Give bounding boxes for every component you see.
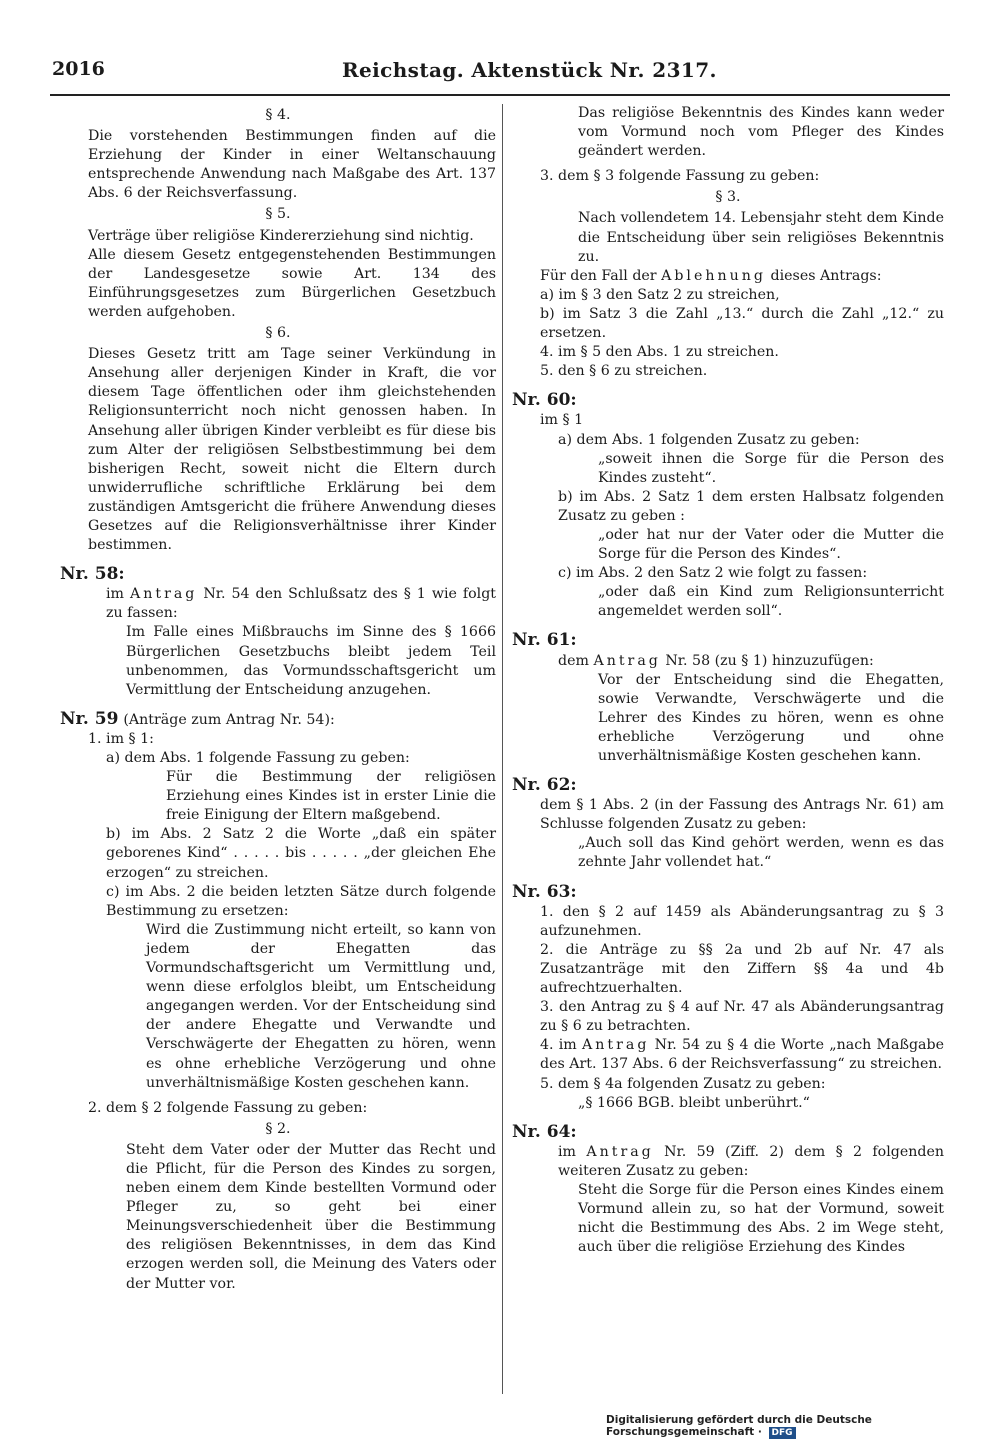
column-divider xyxy=(502,104,503,1394)
list-item: 5. dem § 4a folgenden Zusatz zu geben: xyxy=(540,1075,826,1092)
motion-quote: „§ 1666 BGB. bleibt unberührt.“ xyxy=(578,1094,810,1111)
page-number: 2016 xyxy=(52,58,105,80)
motion-intro: im Antrag Nr. 59 (Ziff. 2) dem § 2 folgenden weiteren Zusatz zu geben: xyxy=(558,1143,944,1179)
list-item: 2. die Anträge zu §§ 2a und 2b auf Nr. 47 als Zusatzanträge mit den Ziffern §§ 4a und 4b aufrechtzuerhalten. xyxy=(540,941,944,997)
motion-intro: dem § 1 Abs. 2 (in der Fassung des Antrags Nr. 61) am Schlusse folgenden Zusatz zu geben: xyxy=(540,797,944,833)
motion-quote: „oder daß ein Kind zum Religionsunterricht angemeldet werden soll“. xyxy=(598,584,944,620)
header-rule xyxy=(50,94,950,96)
list-item: b) im Abs. 2 Satz 1 dem ersten Halbsatz folgenden Zusatz zu geben : xyxy=(558,488,944,524)
motion-quote: „soweit ihnen die Sorge für die Person des Kindes zusteht“. xyxy=(598,450,944,486)
motion-quote: Vor der Entscheidung sind die Ehegatten, sowie Verwandte, Verschwägerte und die Lehrer des Kindes zu hören, wenn es ohne erhebliche Verzögerung und ohne unverhältnismäßige Kosten geschehen kann. xyxy=(598,671,944,764)
paragraph: Alle diesem Gesetz entgegenstehenden Bestimmungen der Landesgesetze sowie Art. 134 des Einführungsgesetzes zum Bürgerlichen Gesetzbuch werden aufgehoben. xyxy=(88,246,496,320)
list-item: 4. im § 5 den Abs. 1 zu streichen. xyxy=(540,344,779,361)
list-item: 5. den § 6 zu streichen. xyxy=(540,363,708,380)
list-item: 3. dem § 3 folgende Fassung zu geben: xyxy=(540,168,820,185)
motion-quote: Steht die Sorge für die Person eines Kindes einem Vormund allein zu, so hat der Vormund, soweit nicht die Bestimmung des Abs. 2 im Wege steht, auch über die religiöse Erziehung des Kindes xyxy=(578,1181,944,1256)
list-item: 3. den Antrag zu § 4 auf Nr. 47 als Abänderungsantrag zu § 6 zu betrachten. xyxy=(540,999,944,1035)
list-item: c) im Abs. 2 die beiden letzten Sätze durch folgende Bestimmung zu ersetzen: xyxy=(106,883,496,919)
motion-quote: Für die Bestimmung der religiösen Erziehung eines Kindes ist in erster Linie die freie Einigung der Eltern maßgebend. xyxy=(166,769,496,824)
motion-label: Nr. 60: xyxy=(512,390,577,411)
right-column xyxy=(512,104,944,1257)
list-item: a) dem Abs. 1 folgende Fassung zu geben: xyxy=(106,750,410,766)
list-item: b) im Abs. 2 Satz 2 die Worte „daß ein später geborenes Kind“ . . . . . bis . . . . . „der gleichen Ehe erzogen“ zu streichen. xyxy=(106,826,496,881)
running-title: Reichstag. Aktenstück Nr. 2317. xyxy=(342,58,717,82)
motion-quote: Wird die Zustimmung nicht erteilt, so kann von jedem der Ehegatten das Vormundschaftsgericht um Vermittlung und, wenn diese erfolglos bleibt, um Entscheidung angegangen werden. Vor der Entscheidung sind der andere Ehegatte und Verwandte und Verschwägerte der Ehegatten zu hören, wenn es ohne erhebliche Verzögerung und ohne unverhältnismäßige Kosten geschehen kann. xyxy=(146,921,496,1091)
list-item: 2. dem § 2 folgende Fassung zu geben: xyxy=(88,1099,368,1116)
motion-quote: „oder hat nur der Vater oder die Mutter die Sorge für die Person des Kindes“. xyxy=(598,526,944,563)
list-item: a) dem Abs. 1 folgenden Zusatz zu geben: xyxy=(558,431,860,448)
dfg-logo: DFG xyxy=(769,1427,796,1439)
left-column xyxy=(60,104,496,1294)
section-heading: § 3. xyxy=(715,189,741,206)
motion-quote: Steht dem Vater oder der Mutter das Recht und die Pflicht, für die Person des Kindes zu sorgen, neben einem dem Kinde bestellten Vormund oder Pfleger zu, so geht bei einer Meinungsverschiedenheit über die Bestimmung des religiösen Bekenntnisses, in dem das Kind erzogen werden soll, die Meinung des Vaters oder der Mutter vor. xyxy=(126,1141,496,1292)
paragraph: Die vorstehenden Bestimmungen finden auf die Erziehung der Kinder in einer Weltanschauung entsprechende Anwendung nach Maßgabe des Art. 137 Abs. 6 der Reichsverfassung. xyxy=(88,128,496,202)
motion-quote: Im Falle eines Mißbrauchs im Sinne des § 1666 Bürgerlichen Gesetzbuchs bleibt jedem Teil unbenommen, das Vormundsschaftsgericht um Vermittlung der Entscheidung anzugehen. xyxy=(126,624,496,698)
motion-label: Nr. 64: xyxy=(512,1121,577,1142)
motion-label: Nr. 61: xyxy=(512,630,577,651)
page-header xyxy=(52,58,952,88)
motion-intro: dem Antrag Nr. 58 (zu § 1) hinzuzufügen: xyxy=(558,652,874,669)
digitization-credit: Digitalisierung gefördert durch die Deutsche Forschungsgemeinschaft · DFG xyxy=(606,1414,872,1438)
section-heading: § 5. xyxy=(265,206,291,223)
motion-intro: im Antrag Nr. 54 den Schlußsatz des § 1 wie folgt zu fassen: xyxy=(106,586,496,622)
motion-quote: Nach vollendetem 14. Lebensjahr steht dem Kinde die Entscheidung über sein religiöses Bekenntnis zu. xyxy=(578,210,944,265)
section-heading: § 4. xyxy=(265,107,291,123)
motion-quote: „Auch soll das Kind gehört werden, wenn es das zehnte Jahr vollendet hat.“ xyxy=(578,835,944,871)
motion-intro: im § 1 xyxy=(540,412,584,429)
section-heading: § 2. xyxy=(265,1120,291,1137)
list-item: a) im § 3 den Satz 2 zu streichen, xyxy=(540,286,780,303)
motion-quote: Das religiöse Bekenntnis des Kindes kann weder vom Vormund noch vom Pfleger des Kindes geändert werden. xyxy=(578,105,944,160)
motion-label: Nr. 63: xyxy=(512,881,577,902)
list-item: 4. im Antrag Nr. 54 zu § 4 die Worte „nach Maßgabe des Art. 137 Abs. 6 der Reichsverfassung“ zu streichen. xyxy=(540,1037,944,1073)
list-item: c) im Abs. 2 den Satz 2 wie folgt zu fassen: xyxy=(558,565,868,582)
paragraph: Dieses Gesetz tritt am Tage seiner Verkündung in Ansehung aller derjenigen Kinder in Kraft, die vor diesem Tage öffentlichen oder ihm gleichstehenden Religionsunterricht noch nicht genossen haben. In Ansehung aller übrigen Kinder verbleibt es für diese bis zum Alter der religiösen Selbstbestimmung bei dem bisherigen Recht, soweit nicht die Eltern durch unwiderrufliche schriftliche Erklärung bei dem zuständigen Amtsgericht die frühere Anwendung dieses Gesetzes auf die Religionsverhältnisse ihrer Kinder bestimmen. xyxy=(88,346,496,554)
section-heading: § 6. xyxy=(265,325,291,342)
list-item: 1. im § 1: xyxy=(88,730,154,747)
motion-label: Nr. 58: xyxy=(60,564,125,585)
motion-label: Nr. 59 (Anträge zum Antrag Nr. 54): xyxy=(60,708,335,729)
motion-label: Nr. 62: xyxy=(512,775,577,796)
list-item: b) im Satz 3 die Zahl „13.“ durch die Zahl „12.“ zu ersetzen. xyxy=(540,305,944,342)
list-item: Für den Fall der Ablehnung dieses Antrags: xyxy=(540,267,882,284)
paragraph: Verträge über religiöse Kindererziehung sind nichtig. xyxy=(88,227,474,244)
list-item: 1. den § 2 auf 1459 als Abänderungsantrag zu § 3 aufzunehmen. xyxy=(540,903,944,939)
